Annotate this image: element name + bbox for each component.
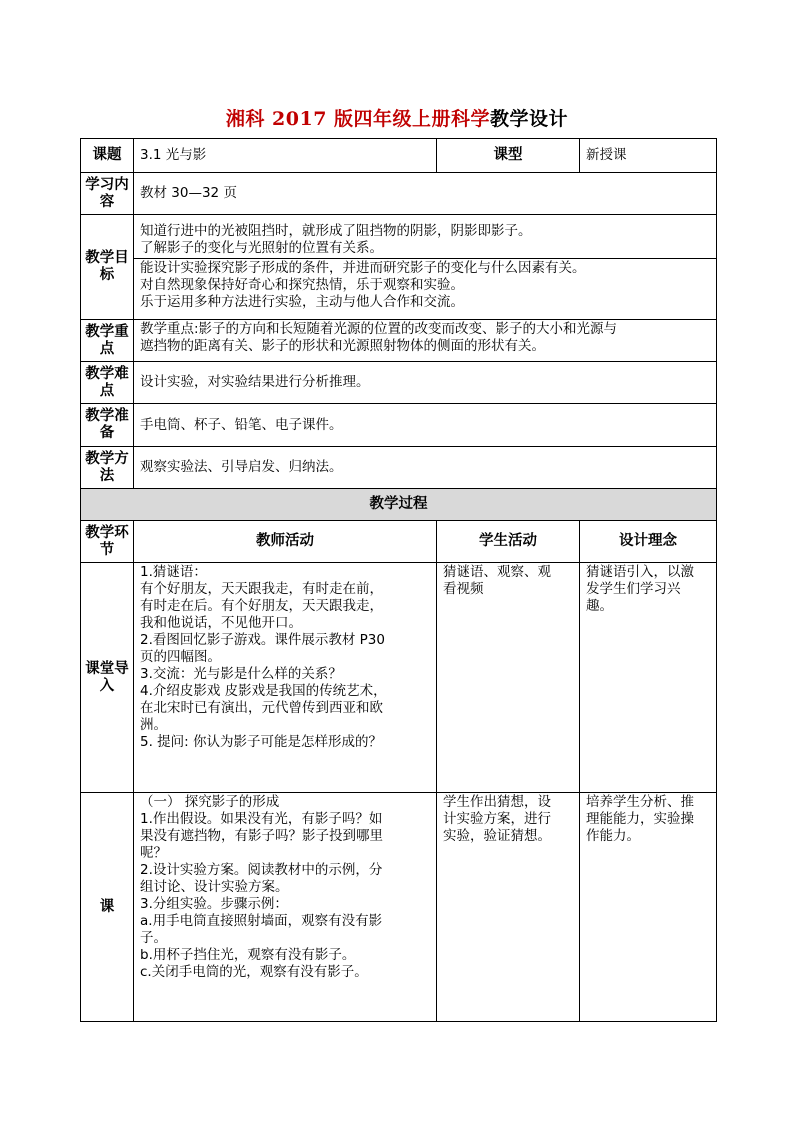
teacher-line: 呢？: [140, 845, 167, 861]
row-process-columns: [81, 521, 717, 563]
topic-value: 3.1 光与影: [134, 139, 437, 173]
intro-student: [437, 563, 580, 793]
lesson-label: 课: [81, 793, 134, 1022]
idea-line: 作能力。: [586, 828, 640, 844]
intro-label: 课堂导入: [81, 563, 134, 793]
teacher-line: 页的四幅图。: [140, 649, 221, 665]
lesson-student: [437, 793, 580, 1022]
col-student: 学生活动: [437, 521, 580, 563]
student-line: 实验，验证猜想。: [443, 828, 551, 844]
teacher-line: 果没有遮挡物，有影子吗？影子投到哪里: [140, 828, 383, 844]
lesson-teacher: [134, 793, 437, 1022]
goal-line: 能设计实验探究影子形成的条件，并进而研究影子的变化与什么因素有关。: [140, 260, 586, 276]
goal-line: 了解影子的变化与光照射的位置有关系。: [140, 240, 383, 256]
student-line: 猜谜语、观察、观: [443, 564, 551, 580]
idea-line: 培养学生分析、推: [586, 794, 694, 810]
teacher-line: （一） 探究影子的形成: [140, 794, 280, 810]
teacher-line: 3.分组实验。步骤示例：: [140, 896, 288, 912]
teacher-line: 组讨论、设计实验方案。: [140, 879, 289, 895]
row-key-points: [81, 320, 717, 362]
student-line: 看视频: [443, 581, 484, 597]
type-label: 课型: [437, 139, 580, 173]
key-line: 教学重点:影子的方向和长短随着光源的位置的改变而改变、影子的大小和光源与: [140, 321, 618, 337]
goal-line: 乐于运用多种方法进行实验，主动与他人合作和交流。: [140, 294, 464, 310]
teacher-line: 我和他说话，不见他开口。: [140, 615, 302, 631]
teacher-line: 1.作出假设。如果没有光，有影子吗？如: [140, 811, 383, 827]
method-label: 教学方法: [81, 447, 134, 489]
idea-line: 趣。: [586, 598, 613, 614]
idea-line: 猜谜语引入，以激: [586, 564, 694, 580]
teacher-line: 子。: [140, 930, 167, 946]
prep-label: 教学准备: [81, 404, 134, 447]
teacher-line: 有时走在后。有个好朋友，天天跟我走，: [140, 598, 383, 614]
lesson-idea: [580, 793, 717, 1022]
content-label: 学习内容: [81, 173, 134, 215]
teacher-line: 洲。: [140, 717, 167, 733]
goal-line: 知道行进中的光被阻挡时，就形成了阻挡物的阴影，阴影即影子。: [140, 223, 532, 239]
intro-teacher: [134, 563, 437, 793]
topic-label: 课题: [81, 139, 134, 173]
document-title: [0, 104, 794, 131]
teacher-line: 4.介绍皮影戏 皮影戏是我国的传统艺术，: [140, 683, 387, 699]
teacher-line: 5. 提问: 你认为影子可能是怎样形成的？: [140, 734, 383, 750]
row-content: [81, 173, 717, 215]
row-lesson: [81, 793, 717, 1022]
title-black-part: 教学设计: [490, 108, 569, 130]
intro-idea: [580, 563, 717, 793]
method-value: 观察实验法、引导启发、归纳法。: [134, 447, 717, 489]
row-process-heading: [81, 489, 717, 521]
type-value: 新授课: [580, 139, 717, 173]
student-line: 计实验方案，进行: [443, 811, 551, 827]
teacher-line: c.关闭手电筒的光，观察有没有影子。: [140, 964, 368, 980]
goals-cell: [134, 215, 717, 320]
teacher-line: a.用手电筒直接照射墙面，观察有没有影: [140, 913, 383, 929]
key-value: [134, 320, 717, 362]
goals-block-knowledge: [134, 222, 716, 258]
row-intro: [81, 563, 717, 793]
row-preparation: [81, 404, 717, 447]
teacher-line: 有个好朋友，天天跟我走，有时走在前，: [140, 581, 383, 597]
student-line: 学生作出猜想，设: [443, 794, 551, 810]
goal-line: 对自然现象保持好奇心和探究热情，乐于观察和实验。: [140, 277, 464, 293]
key-label: 教学重点: [81, 320, 134, 362]
row-method: [81, 447, 717, 489]
col-stage: 教学环节: [81, 521, 134, 563]
idea-line: 理能能力，实验操: [586, 811, 694, 827]
idea-line: 发学生们学习兴: [586, 581, 681, 597]
goals-label: 教学目标: [81, 215, 134, 320]
teacher-line: 2.看图回忆影子游戏。课件展示教材 P30: [140, 632, 385, 648]
goals-block-skills: [134, 258, 716, 312]
teacher-line: 3.交流：光与影是什么样的关系？: [140, 666, 342, 682]
row-difficulty: [81, 362, 717, 404]
col-teacher: 教师活动: [134, 521, 437, 563]
content-value: 教材 30—32 页: [134, 173, 717, 215]
col-idea: 设计理念: [580, 521, 717, 563]
prep-value: 手电筒、杯子、铅笔、电子课件。: [134, 404, 717, 447]
teacher-line: 1.猜谜语：: [140, 564, 207, 580]
title-red-part: 湘科 2017 版四年级上册科学: [225, 108, 491, 130]
teacher-line: 2.设计实验方案。阅读教材中的示例，分: [140, 862, 383, 878]
difficulty-label: 教学难点: [81, 362, 134, 404]
key-line: 遮挡物的距离有关、影子的形状和光源照射物体的侧面的形状有关。: [140, 338, 545, 354]
row-goals: [81, 215, 717, 320]
lesson-plan-table: [80, 138, 717, 1022]
row-topic: [81, 139, 717, 173]
difficulty-value: 设计实验，对实验结果进行分析推理。: [134, 362, 717, 404]
teacher-line: b.用杯子挡住光，观察有没有影子。: [140, 947, 356, 963]
process-heading: 教学过程: [81, 489, 717, 521]
teacher-line: 在北宋时已有演出，元代曾传到西亚和欧: [140, 700, 383, 716]
